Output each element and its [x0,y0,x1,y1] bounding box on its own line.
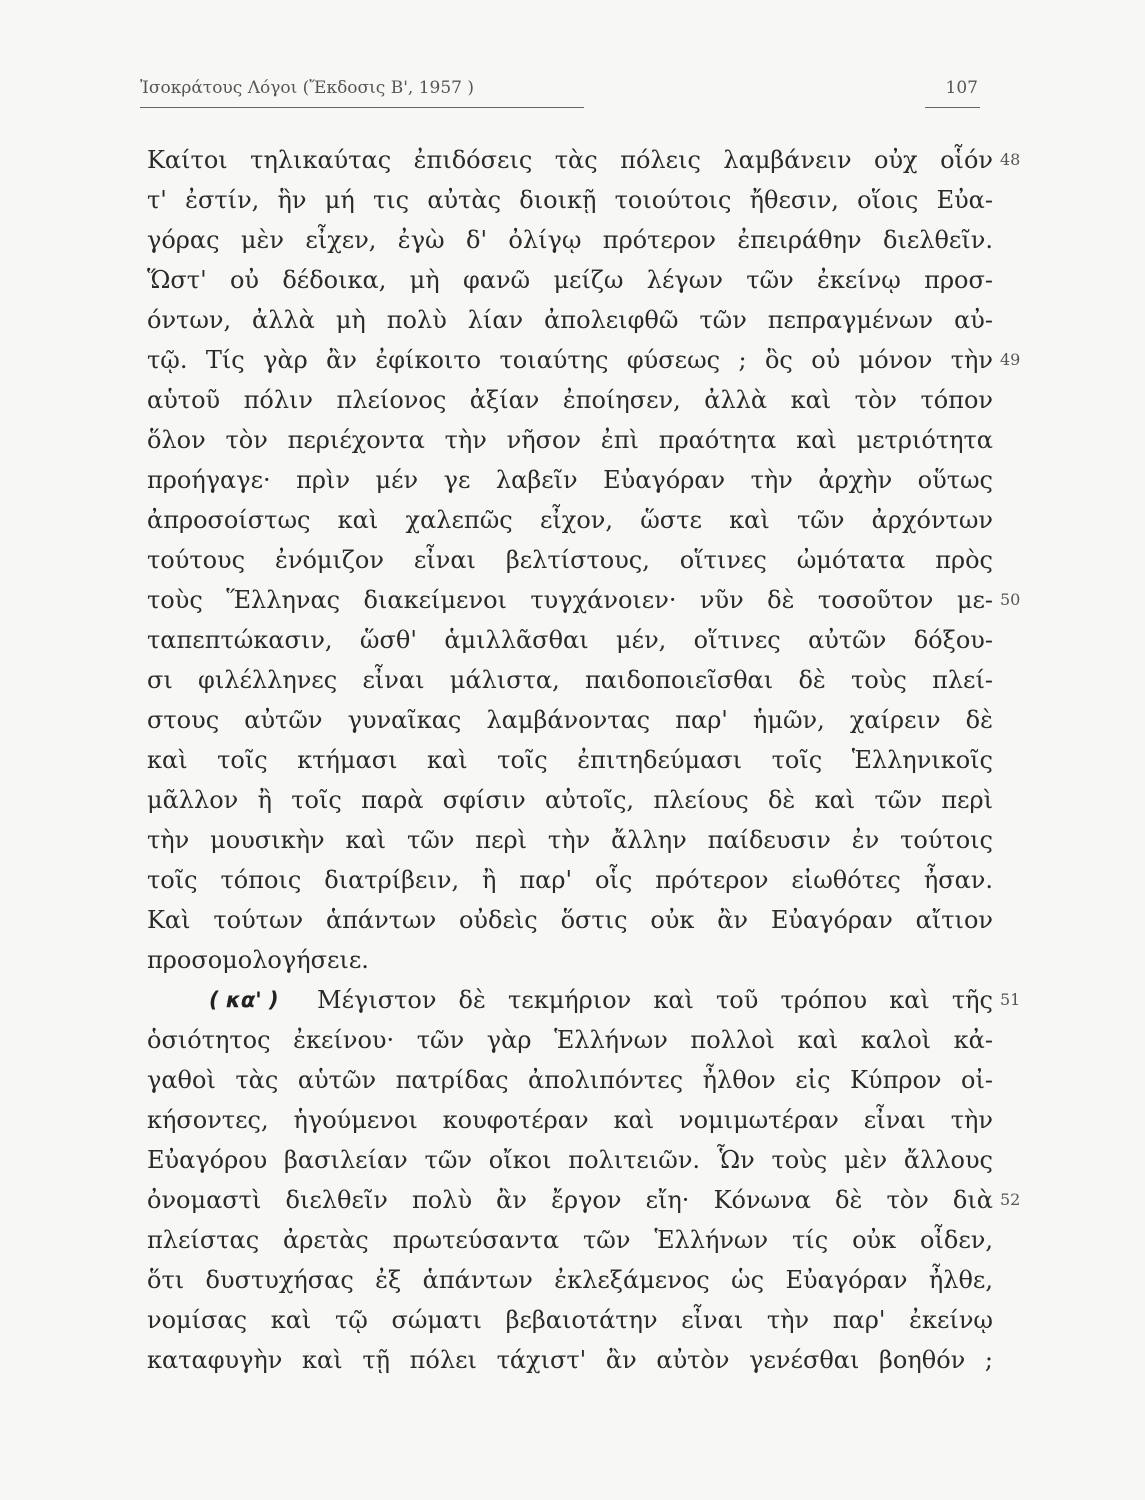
text-line: ὅτι δυστυχήσας ἐξ ἁπάντων ἐκλεξάμενος ὡς Εὐαγόραν ἦλθε, [147,1266,993,1294]
text-line: σι φιλέλληνες εἶναι μάλιστα, παιδοποιεῖσθαι δὲ τοὺς πλεί- [147,666,993,694]
text-line: κήσοντες, ἡγούμενοι κουφοτέραν καὶ νομιμωτέραν εἶναι τὴν [147,1106,993,1134]
text-line: ὅλον τὸν περιέχοντα τὴν νῆσον ἐπὶ πραότητα καὶ μετριότητα [147,426,993,454]
margin-section-number: 48 [1000,150,1021,169]
header-rule [140,107,584,108]
text-line: Καίτοι τηλικαύτας ἐπιδόσεις τὰς πόλεις λαμβάνειν οὐχ οἷόν [147,146,993,174]
section-marker: ( κα' ) [209,988,279,1012]
text-line: τούτους ἐνόμιζον εἶναι βελτίστους, οἵτινες ὠμότατα πρὸς [147,546,993,574]
text-line: ( κα' ) Μέγιστον δὲ τεκμήριον καὶ τοῦ τρόπου καὶ τῆς [147,980,993,1020]
text-line: ὀνομαστὶ διελθεῖν πολὺ ἂν ἔργον εἴη· Κόνωνα δὲ τὸν διὰ [147,1186,993,1214]
text-line: όντων, ἀλλὰ μὴ πολὺ λίαν ἀπολειφθῶ τῶν πεπραγμένων αὐ- [147,306,993,334]
text-line: Εὐαγόρου βασιλείαν τῶν οἴκοι πολιτειῶν. Ὧν τοὺς μὲν ἄλλους [147,1146,993,1174]
text-line: ἀπροσοίστως καὶ χαλεπῶς εἶχον, ὥστε καὶ τῶν ἀρχόντων [147,506,993,534]
text-line: μᾶλλον ἢ τοῖς παρὰ σφίσιν αὐτοῖς, πλείους δὲ καὶ τῶν περὶ [147,786,993,814]
page-number: 107 [945,78,978,98]
text-line: καταφυγὴν καὶ τῇ πόλει τάχιστ' ἂν αὐτὸν γενέσθαι βοηθόν ; [147,1346,993,1374]
text-line: γόρας μὲν εἶχεν, ἐγὼ δ' ὀλίγῳ πρότερον ἐπειράθην διελθεῖν. [147,226,993,254]
text-line: προήγαγε· πρὶν μέν γε λαβεῖν Εὐαγόραν τὴν ἀρχὴν οὕτως [147,466,993,494]
text-line: προσομολογήσειε. [147,946,369,974]
margin-section-number: 51 [1000,990,1021,1009]
text-line: καὶ τοῖς κτήμασι καὶ τοῖς ἐπιτηδεύμασι τοῖς Ἑλληνικοῖς [147,746,993,774]
header-title: Ἰσοκράτους Λόγοι (Ἔκδοσις Β', 1957 ) [140,78,475,98]
page-number-rule [925,107,980,108]
text-line: ὁσιότητος ἐκείνου· τῶν γὰρ Ἑλλήνων πολλοὶ καὶ καλοὶ κἀ- [147,1026,993,1054]
text-line: τ' ἐστίν, ἣν μή τις αὐτὰς διοικῇ τοιούτοις ἤθεσιν, οἵοις Εὐα- [147,186,993,214]
text-line: τοῖς τόποις διατρίβειν, ἢ παρ' οἷς πρότερον εἰωθότες ἦσαν. [147,866,993,894]
text-line: Καὶ τούτων ἁπάντων οὐδεὶς ὅστις οὐκ ἂν Εὐαγόραν αἴτιον [147,906,993,934]
margin-section-number: 52 [1000,1190,1021,1209]
text-line: στους αὐτῶν γυναῖκας λαμβάνοντας παρ' ἡμῶν, χαίρειν δὲ [147,706,993,734]
text-line: Ὥστ' οὐ δέδοικα, μὴ φανῶ μείζω λέγων τῶν ἐκείνῳ προσ- [147,266,993,294]
text-line: πλείστας ἀρετὰς πρωτεύσαντα τῶν Ἑλλήνων τίς οὐκ οἶδεν, [147,1226,993,1254]
text-line: νομίσας καὶ τῷ σώματι βεβαιοτάτην εἶναι τὴν παρ' ἐκείνῳ [147,1306,993,1334]
text-line: γαθοὶ τὰς αὑτῶν πατρίδας ἀπολιπόντες ἦλθον εἰς Κύπρον οἰ- [147,1066,993,1094]
text-line: τὴν μουσικὴν καὶ τῶν περὶ τὴν ἄλλην παίδευσιν ἐν τούτοις [147,826,993,854]
text-line: τοὺς Ἕλληνας διακείμενοι τυγχάνοιεν· νῦν δὲ τοσοῦτον με- [147,586,993,614]
running-header [140,76,980,106]
text-line: αὑτοῦ πόλιν πλείονος ἀξίαν ἐποίησεν, ἀλλὰ καὶ τὸν τόπον [147,386,993,414]
text-line: ταπεπτώκασιν, ὥσθ' ἁμιλλᾶσθαι μέν, οἵτινες αὐτῶν δόξου- [147,626,993,654]
text-line: τῷ. Τίς γὰρ ἂν ἐφίκοιτο τοιαύτης φύσεως ; ὃς οὐ μόνον τὴν [147,346,993,374]
margin-section-number: 50 [1000,590,1021,609]
margin-section-number: 49 [1000,350,1021,369]
